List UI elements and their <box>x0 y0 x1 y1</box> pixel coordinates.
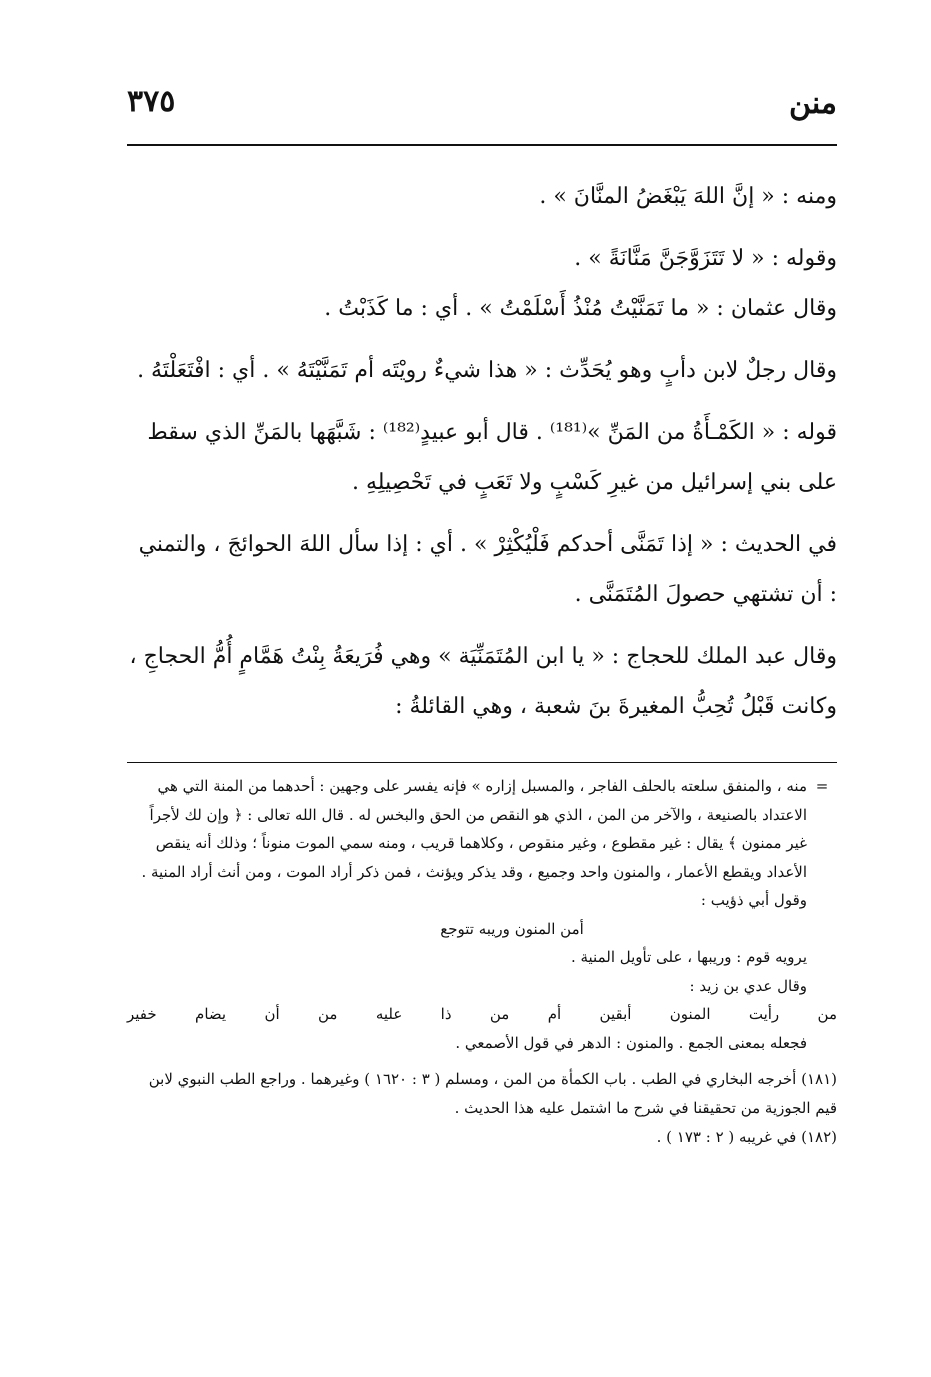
note-text: منه ، والمنفق سلعته بالحلف الفاجر ، والمسبل إزاره » فإنه يفسر على وجهين : أحدهما من المنة التي هي الاعتداد بالصنيعة ، والآخر من المن ، الذي هو النقص من الحق والبخس له . قال الله تعالى : ﴿ وإن لك لأجراً غير ممنون ﴾ يقال : غير مقطوع ، وغير منقوص ، وكلاهما قريب ، ومنه سمي الموت منوناً ؛ وذلك أنه ينقص الأعداد ويقطع الأعمار ، والمنون واحد وجميع ، وقد يذكر ويؤنث ، فمن ذكر أراد الموت ، ومن أنث أراد المنية . <box>141 777 807 881</box>
poem-verse: من رأيت المنون أبقين أم من ذا عليه من أن يضام خفير <box>127 1005 837 1023</box>
note-line: وقال عدي بن زيد : <box>689 976 807 995</box>
note-line: فجعله بمعنى الجمع . والمنون : الدهر في قول الأصمعي . <box>455 1033 807 1052</box>
footnote-text: أخرجه البخاري في الطب . باب الكمأة من المن ، ومسلم ( ٣ : ١٦٢٠ ) وغيرهما . وراجع الطب النبوي لابن قيم الجوزية من تحقيقنا في شرح ما اشتمل عليه هذا الحديث . <box>148 1070 837 1117</box>
footnote-text: في غريبه ( ٢ : ١٧٣ ) . <box>656 1128 797 1146</box>
main-text <box>127 172 837 744</box>
note-line: يرويه قوم : وريبها ، على تأويل المنية . <box>570 948 807 966</box>
footnote-number: (١٨٢) <box>801 1128 837 1146</box>
header-title: منن <box>789 86 837 121</box>
continuation-mark: = <box>815 777 829 795</box>
note-line: وقول أبي ذؤيب : <box>700 891 807 909</box>
paragraph: وقال رجلٌ لابن دأبٍ وهو يُحَدِّث : « هذا شيءٌ رويْتَه أم تَمَنَّيْتَهُ » . أي : افْتَعَلْتَهُ . <box>137 358 837 383</box>
paragraph: وقوله : « لا تَتَزَوَّجَنَّ مَنَّانَةً » . <box>574 246 837 271</box>
paragraph: ومنه : « إنَّ اللهَ يَبْغَضُ المنَّانَ » . <box>539 184 837 209</box>
running-header <box>127 78 837 140</box>
notes <box>127 772 837 1152</box>
paragraph: قوله : « الكَمْـأَةُ من المَنِّ »⁽¹⁸¹⁾ . قال أبو عبيدٍ⁽¹⁸²⁾ : شَبَّهَها بالمَنِّ الذي سقط على بني إسرائيل من غيرِ كَسْبٍ ولا تَعَبٍ في تَحْصِيلِهِ . <box>147 420 837 495</box>
poem-verse: أمن المنون وريبه تتوجع <box>440 919 584 938</box>
footnotes <box>127 1065 837 1152</box>
footnote <box>127 1123 837 1152</box>
notes-divider <box>127 762 837 763</box>
header-rule <box>127 144 837 146</box>
page-number: ٣٧٥ <box>127 84 176 119</box>
paragraph: وقال عثمان : « ما تَمَنَّيْتُ مُنْذُ أَسْلَمْتُ » . أي : ما كَذَبْتُ . <box>324 296 837 321</box>
paragraph: وقال عبد الملك للحجاج : « يا ابن المُتَمَنِّيَة » وهي فُرَيعَةُ بِنْتُ هَمَّامٍ أُمُّ الحجاجِ ، وكانت قَبْلُ تُحِبُّ المغيرةَ بنَ شعبة ، وهي القائلةُ : <box>129 644 837 719</box>
footnote-number: (١٨١) <box>801 1070 837 1088</box>
footnote <box>127 1065 837 1123</box>
paragraph: في الحديث : « إذا تَمَنَّى أحدكم فَلْيُكْثِرْ » . أي : إذا سأل اللهَ الحوائجَ ، والتمني : أن تشتهي حصولَ المُتَمَنَّى . <box>138 532 837 607</box>
note-paragraph <box>127 772 837 886</box>
